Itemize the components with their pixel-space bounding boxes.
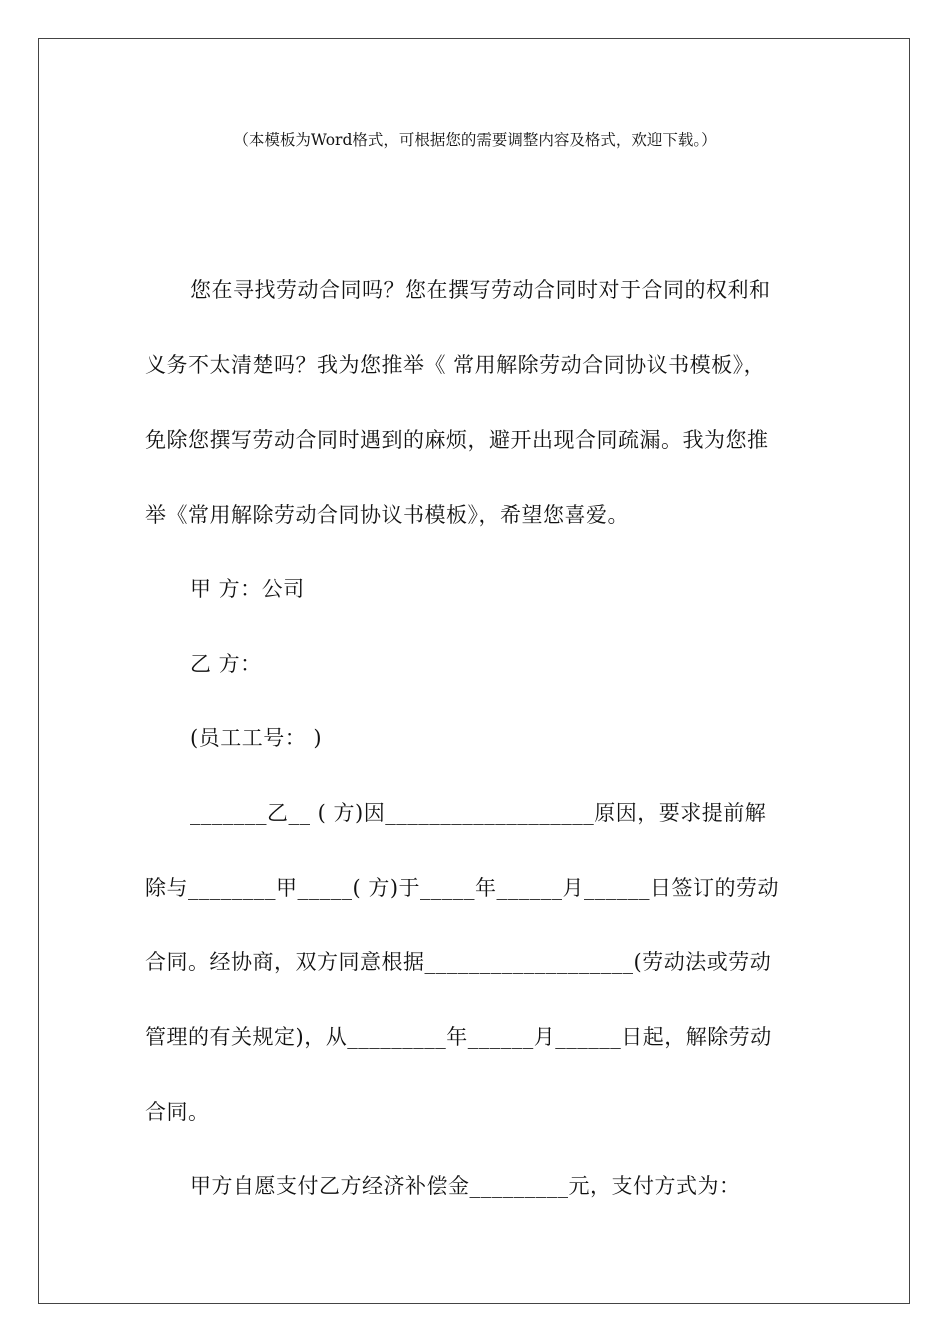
clause-line-5: 合同。	[145, 1100, 210, 1124]
intro-line-2: 义务不太清楚吗？我为您推举《 常用解除劳动合同协议书模板》，	[145, 353, 766, 377]
employee-number-line: (员工工号： )	[190, 726, 323, 750]
clause-line-3: 合同。经协商，双方同意根据___________________(劳动法或劳动	[145, 950, 772, 974]
compensation-line: 甲方自愿支付乙方经济补偿金_________元，支付方式为：	[190, 1174, 741, 1198]
intro-line-1: 您在寻找劳动合同吗？您在撰写劳动合同时对于合同的权利和	[190, 278, 771, 302]
party-b-line: 乙 方：	[190, 652, 262, 676]
intro-line-3: 免除您撰写劳动合同时遇到的麻烦，避开出现合同疏漏。我为您推	[145, 428, 769, 452]
party-a-line: 甲 方：公司	[190, 577, 305, 601]
clause-line-1: _______乙__ ( 方)因___________________原因，要求提前解	[190, 801, 767, 825]
clause-line-4: 管理的有关规定)，从_________年______月______日起，解除劳动	[145, 1025, 772, 1049]
clause-line-2: 除与________甲_____( 方)于_____年______月______日签订的劳动	[145, 876, 780, 900]
template-note: （本模板为Word格式，可根据您的需要调整内容及格式，欢迎下载。）	[233, 131, 717, 149]
intro-line-4: 举《常用解除劳动合同协议书模板》，希望您喜爱。	[145, 503, 629, 527]
